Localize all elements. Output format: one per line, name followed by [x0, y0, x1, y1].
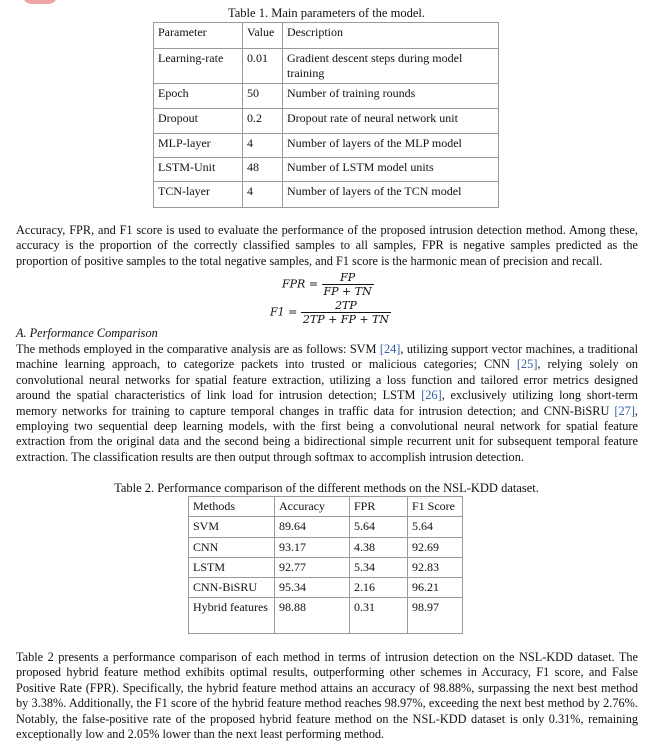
table-cell: 0.01 — [243, 49, 283, 84]
table-row — [154, 84, 499, 109]
table2 — [188, 496, 463, 634]
equation-f1-numerator: 2TP — [301, 299, 391, 313]
section-heading: A. Performance Comparison — [16, 326, 158, 340]
citation-link[interactable]: [24] — [379, 342, 401, 356]
paragraph-metrics: Accuracy, FPR, and F1 score is used to evaluate the performance of the proposed intrusion detection method. Among these, accuracy is the proportion of the correctly classified samples to all samples, FPR is negative samples predicted as the proportion of positive samples to the total negative samples, and F1 score is the harmonic mean of precision and recall. — [16, 223, 638, 268]
table-cell: 5.34 — [350, 558, 408, 578]
table2-header-methods: Methods — [189, 497, 275, 517]
citation-link[interactable]: [27] — [614, 403, 635, 418]
table2-header-fpr: FPR — [350, 497, 408, 517]
table-cell: LSTM-Unit — [154, 158, 243, 182]
table-cell: LSTM — [189, 558, 275, 578]
equation-fpr-fraction — [322, 271, 374, 298]
table-cell: Number of layers of the MLP model — [283, 134, 499, 158]
table1-header-parameter: Parameter — [154, 23, 243, 49]
table-cell: 92.77 — [275, 558, 350, 578]
table-cell: Number of LSTM model units — [283, 158, 499, 182]
table-row — [154, 158, 499, 182]
equation-fpr-denominator: FP + TN — [323, 285, 372, 298]
table2-header-row — [189, 497, 463, 517]
table-row — [189, 517, 463, 538]
logo-fragment — [22, 0, 58, 4]
table-row — [154, 109, 499, 134]
table-cell: 5.64 — [408, 517, 463, 538]
table-row — [154, 49, 499, 84]
table-cell: MLP-layer — [154, 134, 243, 158]
table-cell: 92.83 — [408, 558, 463, 578]
table2-header-accuracy: Accuracy — [275, 497, 350, 517]
table-cell: 89.64 — [275, 517, 350, 538]
text-run: , relying solely on convolutional neural networks for spatial feature extraction, utilizing a loss function and tailored error metrics designed around the spatial characteristics of link load for intrusion detection; LSTM — [16, 357, 638, 403]
text-run: , employing two sequential deep learning models, with the first being a convolutional neural network for spatial feature extraction from the original data and the second being a bidirectional simple recurrent unit for subsequent temporal feature extraction. The classification results are then output through softmax to accomplish intrusion detection. — [16, 403, 638, 464]
table-row — [154, 182, 499, 208]
table-cell: 92.69 — [408, 538, 463, 558]
table1 — [153, 22, 499, 208]
table1-header-value: Value — [243, 23, 283, 49]
equation-f1-denominator: 2TP + FP + TN — [302, 313, 390, 326]
table-cell: 4.38 — [350, 538, 408, 558]
table-cell: Hybrid features — [189, 598, 275, 634]
equation-f1-fraction — [301, 299, 391, 326]
table-cell: Learning-rate — [154, 49, 243, 84]
table-cell: 98.97 — [408, 598, 463, 634]
table2-header-f1: F1 Score — [408, 497, 463, 517]
table-row — [189, 578, 463, 598]
paragraph-methods — [16, 342, 638, 465]
table-cell: 48 — [243, 158, 283, 182]
citation-link[interactable]: [25] — [516, 357, 538, 372]
table2-caption: Table 2. Performance comparison of the different methods on the NSL-KDD dataset. — [114, 481, 539, 495]
table-cell: 0.31 — [350, 598, 408, 634]
equation-f1 — [270, 299, 391, 326]
table1-caption: Table 1. Main parameters of the model. — [228, 6, 425, 20]
equation-fpr-numerator: FP — [322, 271, 374, 285]
text-run: The methods employed in the comparative analysis are as follows: SVM — [16, 342, 380, 356]
table1-header-row — [154, 23, 499, 49]
table-row — [189, 538, 463, 558]
table-cell: 0.2 — [243, 109, 283, 134]
equation-fpr — [282, 271, 374, 298]
table-cell: Number of training rounds — [283, 84, 499, 109]
table-cell: Number of layers of the TCN model — [283, 182, 499, 208]
table-cell: 50 — [243, 84, 283, 109]
text-run: , utilizing support vector machines, a traditional machine learning approach, to categorize packets into trusted or malicious categories; CNN — [16, 342, 638, 372]
text-run: , exclusively utilizing long short-term memory networks for training to capture temporal changes in traffic data for intrusion detection; and CNN-BiSRU — [16, 388, 638, 418]
table-cell: Dropout rate of neural network unit — [283, 109, 499, 134]
table-cell: CNN — [189, 538, 275, 558]
table-cell: SVM — [189, 517, 275, 538]
table-cell: 5.64 — [350, 517, 408, 538]
table1-header-description: Description — [283, 23, 499, 49]
table-cell: 4 — [243, 134, 283, 158]
table-cell: 96.21 — [408, 578, 463, 598]
table-cell: Epoch — [154, 84, 243, 109]
table-cell: Gradient descent steps during model training — [283, 49, 499, 84]
table-row — [154, 134, 499, 158]
table-cell: 2.16 — [350, 578, 408, 598]
table-cell: CNN-BiSRU — [189, 578, 275, 598]
table-cell: TCN-layer — [154, 182, 243, 208]
table-row — [189, 598, 463, 634]
table-cell: 98.88 — [275, 598, 350, 634]
paragraph-results: Table 2 presents a performance comparison of each method in terms of intrusion detection on the NSL-KDD dataset. The proposed hybrid feature method exhibits optimal results, outperforming other schemes in Accuracy, F1 score, and False Positive Rate (FPR). Specifically, the hybrid feature method attains an accuracy of 98.88%, surpassing the next best method by 3.38%. Additionally, the F1 score of the hybrid feature method reaches 98.97%, exceeding the next best method by 2.76%. Notably, the false-positive rate of the proposed hybrid feature method on the NSL-KDD dataset is only 0.31%, remaining exceptionally low and 2.05% lower than the next least performing method. — [16, 650, 638, 742]
citation-link[interactable]: [26] — [421, 388, 442, 403]
table-cell: Dropout — [154, 109, 243, 134]
table-cell: 93.17 — [275, 538, 350, 558]
table-cell: 4 — [243, 182, 283, 208]
equation-f1-lhs: F1 = — [270, 305, 298, 319]
equation-fpr-lhs: FPR = — [282, 277, 319, 291]
table-cell: 95.34 — [275, 578, 350, 598]
table-row — [189, 558, 463, 578]
